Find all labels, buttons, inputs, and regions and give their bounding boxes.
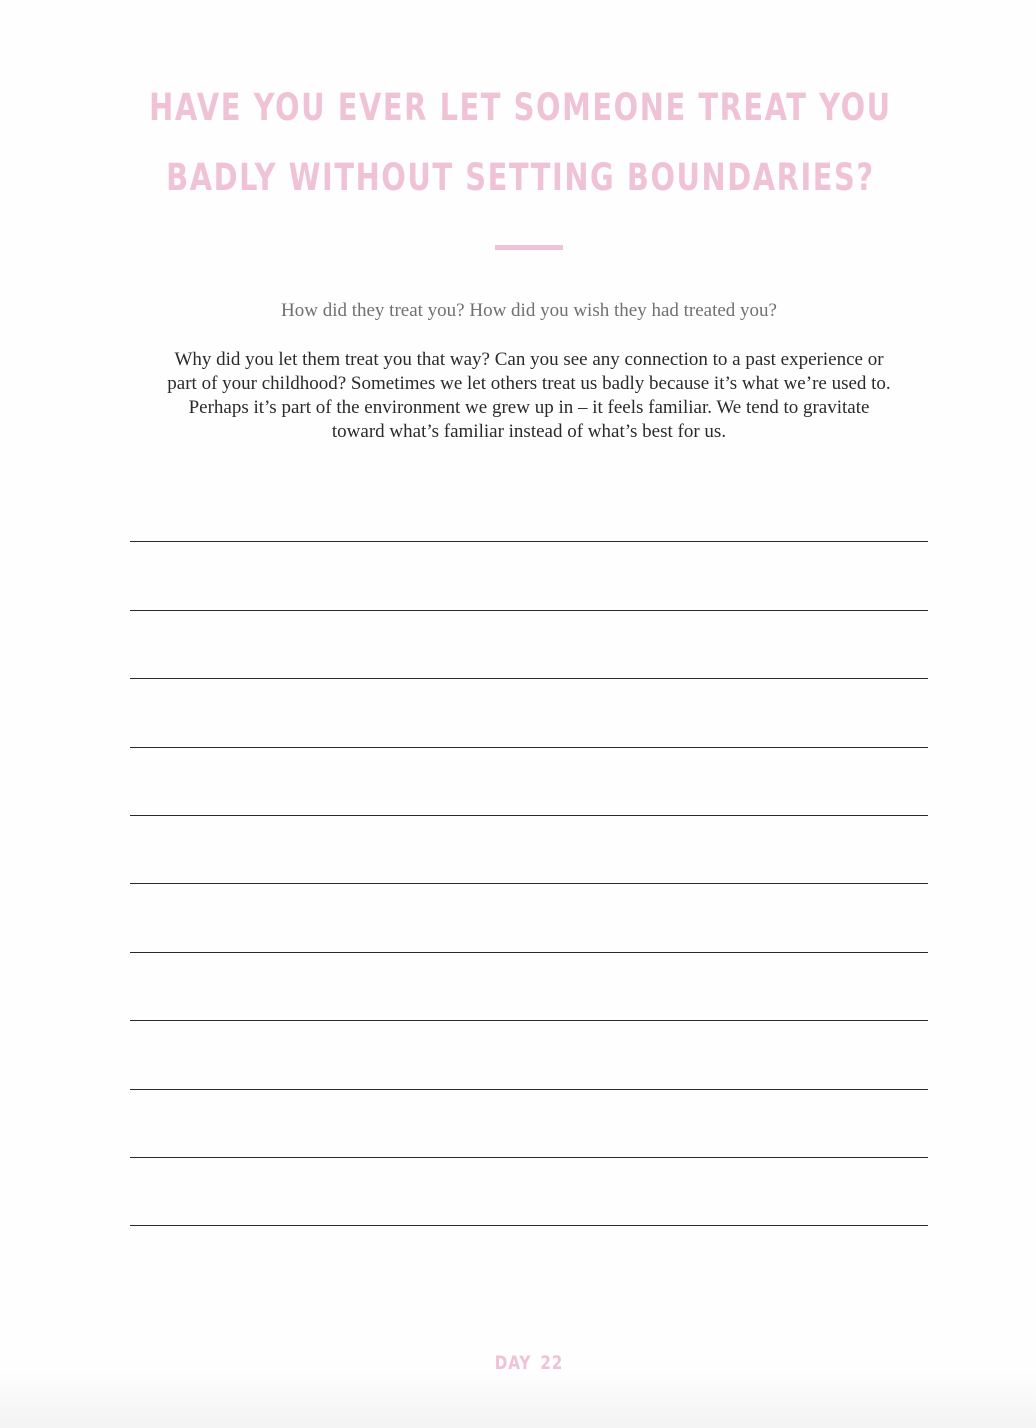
prompt-body <box>160 348 898 444</box>
writing-line[interactable] <box>130 611 928 679</box>
prompt-body-line-1: Why did you let them treat you that way? Can you see any connection to a past experience or <box>174 349 884 370</box>
day-label: DAY 22 <box>494 1352 564 1374</box>
page-title-line-2: BADLY WITHOUT SETTING BOUNDARIES? <box>166 156 875 199</box>
writing-line[interactable] <box>130 1090 928 1158</box>
writing-line[interactable] <box>130 816 928 884</box>
page-title-line-1: HAVE YOU EVER LET SOMEONE TREAT YOU <box>149 86 892 129</box>
prompt-body-line-3: Perhaps it’s part of the environment we grew up in – it feels familiar. We tend to gravitate <box>188 397 870 418</box>
writing-line[interactable] <box>130 1158 928 1226</box>
writing-line[interactable] <box>130 542 928 610</box>
page-title <box>116 78 924 218</box>
writing-line[interactable] <box>130 679 928 747</box>
writing-line[interactable] <box>130 748 928 816</box>
writing-line[interactable] <box>130 1021 928 1089</box>
writing-line[interactable] <box>130 953 928 1021</box>
writing-line[interactable] <box>130 884 928 952</box>
prompt-subtitle: How did they treat you? How did you wish they had treated you? <box>281 300 777 321</box>
writing-line[interactable] <box>130 474 928 542</box>
prompt-body-line-4: toward what’s familiar instead of what’s best for us. <box>331 421 727 442</box>
writing-area <box>130 474 928 1226</box>
title-divider <box>495 245 563 250</box>
prompt-body-line-2: part of your childhood? Sometimes we let others treat us badly because it’s what we’re used to. <box>167 373 891 394</box>
